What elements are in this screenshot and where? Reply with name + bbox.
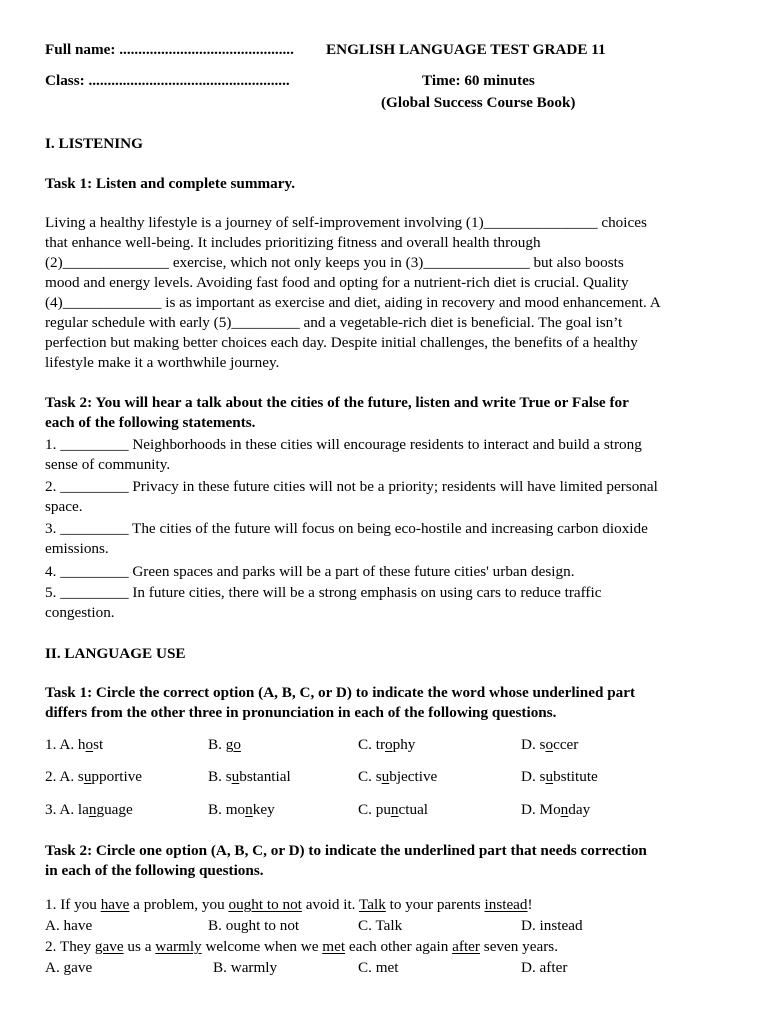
task-title-line: Task 2: Circle one option (A, B, C, or D) to indicate the underlined part that needs correction — [45, 842, 647, 859]
statement-line: 5. _________ In future cities, there will be a strong emphasis on using cars to reduce traffic — [45, 584, 602, 601]
class-label: Class: ..................................................... — [45, 72, 290, 89]
section-language-use-title: II. LANGUAGE USE — [45, 645, 186, 662]
true-false-item — [45, 519, 735, 559]
option-c[interactable]: C. punctual — [358, 801, 429, 818]
listening-task1-title: Task 1: Listen and complete summary. — [45, 175, 296, 192]
pronunciation-question-1 — [45, 735, 735, 755]
true-false-item — [45, 477, 735, 517]
fullname-label: Full name: .............................................. — [45, 41, 294, 58]
task-title-line: Task 1: Circle the correct option (A, B, C, or D) to indicate the word whose underlined part — [45, 684, 636, 701]
option-d[interactable]: D. instead — [521, 917, 583, 934]
summary-line: that enhance well-being. It includes prioritizing fitness and overall health through — [45, 234, 541, 251]
option-a[interactable]: A. gave — [45, 959, 93, 976]
summary-line: (2)______________ exercise, which not only keeps you in (3)______________ but also boosts — [45, 254, 624, 271]
summary-line: mood and energy levels. Avoiding fast food and opting for a nutrient-rich diet is crucial. Quality — [45, 274, 629, 291]
task-title-line: differs from the other three in pronunciation in each of the following questions. — [45, 704, 557, 721]
option-b[interactable]: B. substantial — [208, 768, 291, 785]
statement-line: 3. _________ The cities of the future will focus on being eco-hostile and increasing carbon dioxide — [45, 520, 648, 537]
option-d[interactable]: D. soccer — [521, 736, 579, 753]
summary-line: lifestyle make it a worthwhile journey. — [45, 354, 280, 371]
option-b[interactable]: B. monkey — [208, 801, 275, 818]
option-d[interactable]: D. after — [521, 959, 568, 976]
pronunciation-question-3 — [45, 800, 735, 820]
statement-line: sense of community. — [45, 456, 171, 473]
option-a[interactable]: A. have — [45, 917, 93, 934]
error-question-2-sentence: 2. They gave us a warmly welcome when we met each other again after seven years. — [45, 938, 558, 955]
error-question-1-options — [45, 916, 735, 936]
option-d[interactable]: D. substitute — [521, 768, 598, 785]
summary-line: (4)_____________ is as important as exercise and diet, aiding in recovery and mood enhancement. A — [45, 294, 661, 311]
option-b[interactable]: B. ought to not — [208, 917, 300, 934]
time-label: Time: 60 minutes — [422, 72, 535, 89]
section-listening-title: I. LISTENING — [45, 135, 143, 152]
option-c[interactable]: C. subjective — [358, 768, 438, 785]
true-false-item — [45, 583, 735, 623]
option-c[interactable]: C. trophy — [358, 736, 416, 753]
listening-task2-title — [45, 393, 735, 433]
error-question-1-sentence: 1. If you have a problem, you ought to not avoid it. Talk to your parents instead! — [45, 896, 533, 913]
course-book-label: (Global Success Course Book) — [381, 94, 576, 111]
task-title-line: each of the following statements. — [45, 414, 256, 431]
statement-line: 2. _________ Privacy in these future cities will not be a priority; residents will have limited personal — [45, 478, 658, 495]
test-title: ENGLISH LANGUAGE TEST GRADE 11 — [326, 41, 606, 58]
summary-paragraph — [45, 213, 735, 373]
option-a[interactable]: 2. A. supportive — [45, 768, 143, 785]
option-b[interactable]: B. go — [208, 736, 241, 753]
language-task1-title — [45, 683, 735, 723]
task-title-line: Task 2: You will hear a talk about the cities of the future, listen and write True or False for — [45, 394, 629, 411]
true-false-item — [45, 435, 735, 475]
option-c[interactable]: C. met — [358, 959, 399, 976]
statement-line: 1. _________ Neighborhoods in these cities will encourage residents to interact and build a strong — [45, 436, 642, 453]
true-false-item — [45, 562, 735, 582]
language-task2-title — [45, 841, 735, 881]
summary-line: perfection but making better choices each day. Despite initial challenges, the benefits of a healthy — [45, 334, 638, 351]
statement-line: congestion. — [45, 604, 115, 621]
statement-line: emissions. — [45, 540, 109, 557]
option-c[interactable]: C. Talk — [358, 917, 403, 934]
statement-line: space. — [45, 498, 83, 515]
error-question-2-options — [45, 958, 735, 978]
option-a[interactable]: 3. A. language — [45, 801, 133, 818]
statement-line: 4. _________ Green spaces and parks will be a part of these future cities' urban design. — [45, 563, 575, 580]
task-title-line: in each of the following questions. — [45, 862, 264, 879]
pronunciation-question-2 — [45, 767, 735, 787]
option-d[interactable]: D. Monday — [521, 801, 591, 818]
option-b[interactable]: B. warmly — [213, 959, 278, 976]
option-a[interactable]: 1. A. host — [45, 736, 104, 753]
summary-line: regular schedule with early (5)_________ and a vegetable-rich diet is beneficial. The goal isn’t — [45, 314, 623, 331]
summary-line: Living a healthy lifestyle is a journey of self-improvement involving (1)_______________ choices — [45, 214, 647, 231]
